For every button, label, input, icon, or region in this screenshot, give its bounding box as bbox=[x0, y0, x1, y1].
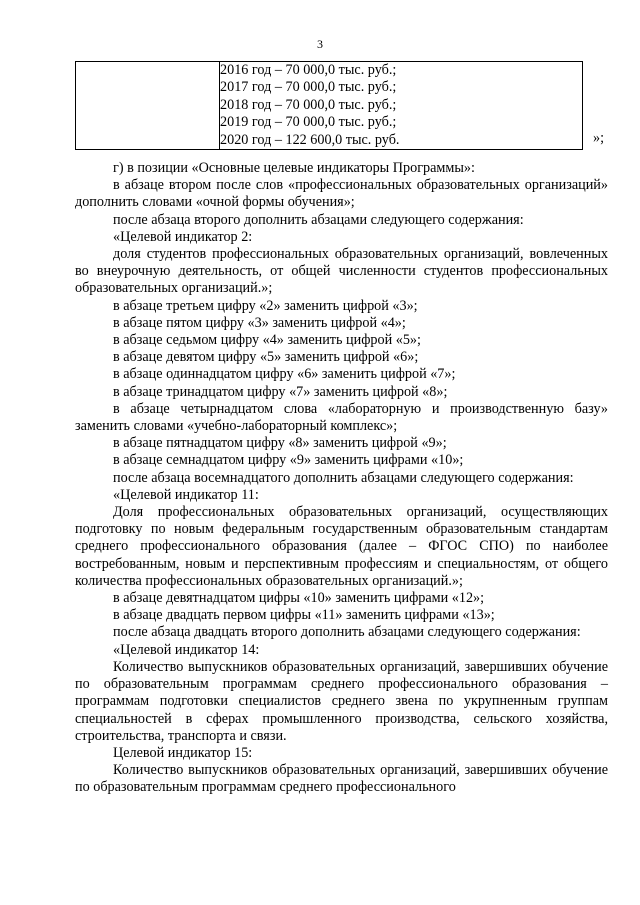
paragraph: Целевой индикатор 15: bbox=[113, 744, 253, 761]
paragraph: в абзаце пятом цифру «3» заменить цифрой «4»; bbox=[113, 314, 406, 331]
paragraph: доля студентов профессиональных образовательных организаций, вовлеченных во внеурочную деятельность, от общей численности студентов профессиональных образовательных организаций.»; bbox=[75, 246, 608, 297]
document-body bbox=[75, 160, 608, 797]
table-row bbox=[76, 62, 583, 150]
paragraph: после абзаца восемнадцатого дополнить абзацами следующего содержания: bbox=[113, 469, 574, 486]
funding-row-2016: 2016 год – 70 000,0 тыс. руб.; bbox=[220, 62, 397, 78]
funding-table bbox=[75, 61, 583, 150]
paragraph: в абзаце втором после слов «профессиональных образовательных организаций» дополнить словами «очной формы обучения»; bbox=[75, 177, 608, 211]
paragraph: после абзаца двадцать второго дополнить абзацами следующего содержания: bbox=[113, 624, 581, 641]
paragraph: г) в позиции «Основные целевые индикаторы Программы»: bbox=[113, 160, 475, 176]
paragraph: «Целевой индикатор 2: bbox=[113, 228, 253, 245]
paragraph: «Целевой индикатор 11: bbox=[113, 486, 259, 503]
paragraph: Количество выпускников образовательных организаций, завершивших обучение по образовательным программам среднего профессионального образования – программам подготовки специалистов среднего звена по укрупненным группам специальностей в сферах промышленного производства, сельского хозяйства, строительства, транспорта и связи. bbox=[75, 658, 608, 744]
paragraph: Доля профессиональных образовательных организаций, осуществляющих подготовку по новым федеральным государственным образовательным стандартам среднего профессионального образования (далее – ФГОС СПО) по наиболее востребованным, новым и перспективным профессиям и специальностям, от общего количества профессиональных образовательных организаций.»; bbox=[75, 504, 608, 589]
paragraph: в абзаце третьем цифру «2» заменить цифрой «3»; bbox=[113, 297, 418, 314]
paragraph: «Целевой индикатор 14: bbox=[113, 641, 260, 658]
paragraph: после абзаца второго дополнить абзацами следующего содержания: bbox=[113, 211, 524, 228]
table-cell-empty bbox=[76, 62, 220, 150]
page-number: 3 bbox=[317, 37, 323, 51]
paragraph: в абзаце девятом цифру «5» заменить цифрой «6»; bbox=[113, 349, 419, 366]
paragraph: в абзаце четырнадцатом слова «лабораторную и производственную базу» заменить словами «учебно-лабораторный комплекс»; bbox=[75, 400, 608, 435]
paragraph: в абзаце тринадцатом цифру «7» заменить цифрой «8»; bbox=[113, 383, 448, 400]
funding-row-2019: 2019 год – 70 000,0 тыс. руб.; bbox=[220, 114, 397, 131]
paragraph: в абзаце двадцать первом цифры «11» заменить цифрами «13»; bbox=[113, 607, 495, 624]
paragraph: в абзаце девятнадцатом цифры «10» заменить цифрами «12»; bbox=[113, 590, 485, 607]
paragraph: в абзаце одиннадцатом цифру «6» заменить цифрой «7»; bbox=[113, 366, 456, 383]
funding-row-2017: 2017 год – 70 000,0 тыс. руб.; bbox=[220, 79, 397, 96]
funding-row-2020: 2020 год – 122 600,0 тыс. руб. bbox=[220, 131, 400, 148]
closing-quote: »; bbox=[593, 130, 605, 146]
paragraph: в абзаце седьмом цифру «4» заменить цифрой «5»; bbox=[113, 332, 421, 349]
funding-row-2018: 2018 год – 70 000,0 тыс. руб.; bbox=[220, 96, 397, 113]
paragraph: в абзаце семнадцатом цифру «9» заменить цифрами «10»; bbox=[113, 452, 464, 469]
paragraph: в абзаце пятнадцатом цифру «8» заменить цифрой «9»; bbox=[113, 435, 447, 452]
paragraph: Количество выпускников образовательных организаций, завершивших обучение по образовательным программам среднего профессионального bbox=[75, 762, 608, 796]
table-cell-funding bbox=[220, 62, 583, 150]
